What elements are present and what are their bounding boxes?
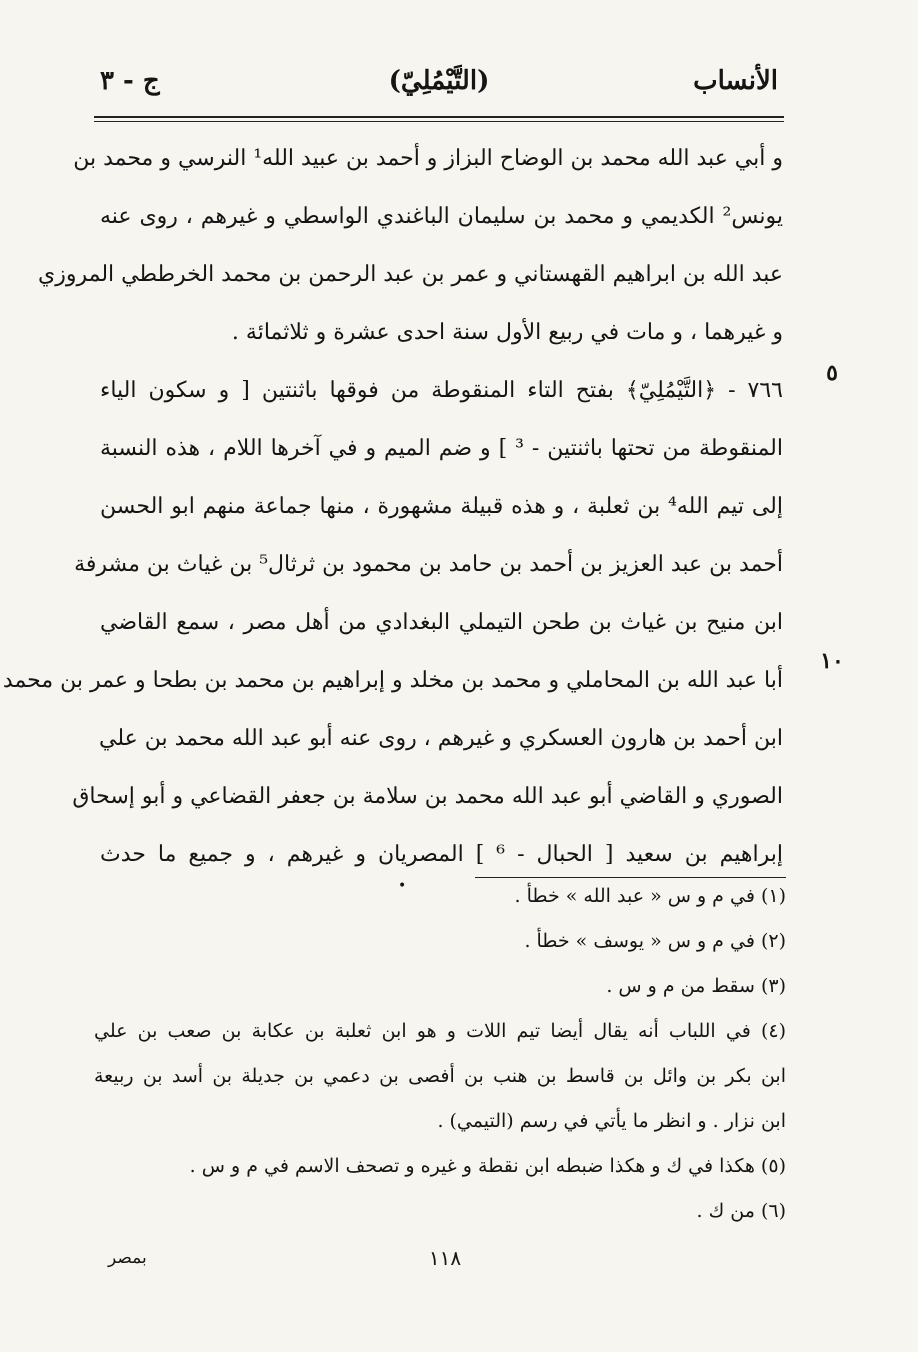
footnotes bbox=[94, 874, 786, 1234]
margin-line-number-5: ٥ bbox=[826, 360, 838, 386]
header-rule-thick bbox=[94, 116, 784, 118]
page-number: ١١٨ bbox=[428, 1246, 462, 1270]
text-line: ابن أحمد بن هارون العسكري و غيرهم ، روى عنه أبو عبد الله محمد بن علي bbox=[99, 726, 783, 751]
text-line: المنقوطة من تحتها باثنتين - ³ ] و ضم الميم و في آخرها اللام ، هذه النسبة bbox=[100, 436, 783, 461]
footnote-continuation: ابن بكر بن وائل بن قاسط بن هنب بن أفصى بن دعمي بن جديلة بن أسد بن ربيعة bbox=[94, 1065, 786, 1087]
footnote: (٦) من ك . bbox=[696, 1200, 786, 1222]
running-header bbox=[100, 62, 778, 106]
text-line: عبد الله بن ابراهيم القهستاني و عمر بن عبد الرحمن بن محمد الخرططي المروزي bbox=[38, 262, 783, 287]
book-title: الأنساب bbox=[693, 66, 778, 96]
footnote: (٥) هكذا في ك و هكذا ضبطه ابن نقطة و غيره و تصحف الاسم في م و س . bbox=[189, 1155, 786, 1177]
printer-mark: بمصر bbox=[108, 1248, 147, 1268]
header-rule-thin bbox=[94, 121, 784, 122]
footnote: (٢) في م و س « يوسف » خطأ . bbox=[524, 930, 786, 952]
text-line: و غيرهما ، و مات في ربيع الأول سنة احدى عشرة و ثلاثمائة . bbox=[231, 320, 783, 345]
stray-dot: • bbox=[398, 878, 407, 894]
entry-title: (التَّيْمُلِيّ) bbox=[388, 66, 490, 96]
text-line: ابن منيح بن غياث بن طحن التيملي البغدادي من أهل مصر ، سمع القاضي bbox=[100, 610, 783, 635]
text-line: يونس² الكديمي و محمد بن سليمان الباغندي الواسطي و غيرهم ، روى عنه bbox=[100, 204, 783, 229]
footnote: (١) في م و س « عبد الله » خطأ . bbox=[514, 885, 786, 907]
volume-label: ج - ٣ bbox=[100, 66, 160, 96]
text-line: إبراهيم بن سعيد [ الحبال - ⁶ ] المصريان و غيرهم ، و جميع ما حدث bbox=[100, 842, 783, 867]
entry-heading-line: ٧٦٦ - ﴿التَّيْمُلِيّ﴾ بفتح التاء المنقوطة من فوقها باثنتين [ و سكون الياء bbox=[100, 378, 783, 403]
text-line: أحمد بن عبد العزيز بن أحمد بن حامد بن محمود بن ثرثال⁵ بن غياث بن مشرفة bbox=[74, 552, 783, 577]
text-line: الصوري و القاضي أبو عبد الله محمد بن سلامة بن جعفر القضاعي و أبو إسحاق bbox=[72, 784, 783, 809]
footnote: (٣) سقط من م و س . bbox=[606, 975, 786, 997]
text-line: إلى تيم الله⁴ بن ثعلبة ، و هذه قبيلة مشهورة ، منها جماعة منهم ابو الحسن bbox=[100, 494, 783, 519]
margin-line-number-10: ١٠ bbox=[820, 648, 844, 674]
footnote-continuation: ابن نزار . و انظر ما يأتي في رسم (التيمي) . bbox=[437, 1110, 786, 1132]
text-line: و أبي عبد الله محمد بن الوضاح البزاز و أحمد بن عبيد الله¹ النرسي و محمد بن bbox=[73, 146, 783, 171]
text-line: أبا عبد الله بن المحاملي و محمد بن مخلد و إبراهيم بن محمد بن بطحا و عمر بن محمد bbox=[2, 668, 783, 693]
footnote: (٤) في اللباب أنه يقال أيضا تيم اللات و هو ابن ثعلبة بن عكابة بن صعب بن علي bbox=[94, 1020, 786, 1042]
main-text bbox=[2, 130, 783, 884]
